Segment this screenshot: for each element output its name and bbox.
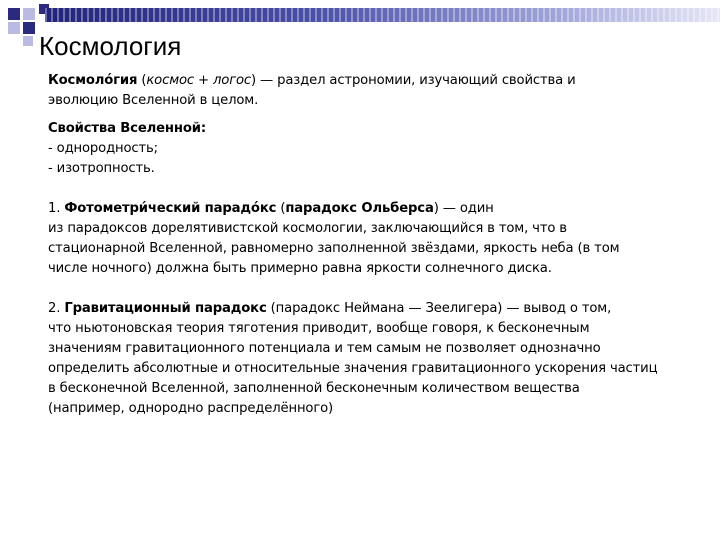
decor-square: [23, 22, 35, 34]
paradox2-line: (например, однородно распределённого): [48, 401, 334, 416]
decor-square: [23, 8, 35, 20]
paradox2-line: определить абсолютные и относительные значения гравитационного ускорения частиц: [48, 361, 658, 376]
properties-item: - однородность;: [48, 141, 158, 156]
paradox2-number: 2.: [48, 301, 65, 316]
paradox2-name: Гравитационный парадокс: [64, 301, 267, 316]
intro-text: — раздел астрономии, изучающий свойства и: [256, 73, 576, 88]
paradox1-line: из парадоксов дорелятивистской космологии, заключающийся в том, что в: [48, 221, 567, 236]
paradox1-text: ) — один: [433, 201, 494, 216]
paradox2-line: что ньютоновская теория тяготения приводит, вообще говоря, к бесконечным: [48, 321, 590, 336]
intro-term: Космоло́гия: [48, 73, 138, 88]
decor-square: [8, 8, 20, 20]
paradox1-alt-name: парадокс Ольберса: [285, 201, 434, 216]
decor-square: [8, 22, 20, 34]
intro-etymology: космос + логос: [146, 73, 251, 88]
intro-text-2: эволюцию Вселенной в целом.: [48, 93, 259, 108]
paradox1-number: 1.: [48, 201, 65, 216]
paradox2-line: в бесконечной Вселенной, заполненной бесконечным количеством вещества: [48, 381, 580, 396]
paradox1-paragraph: [48, 199, 708, 219]
intro-paragraph: [48, 71, 708, 111]
paradox2-line: значениям гравитационного потенциала и тем самым не позволяет однозначно: [48, 341, 601, 356]
properties-heading-text: Свойства Вселенной:: [48, 121, 206, 136]
intro-paren: (: [137, 73, 147, 88]
intro-paren: ): [251, 73, 256, 88]
paradox1-line: числе ночного) должна быть примерно равна яркости солнечного диска.: [48, 261, 552, 276]
paradox1-paren: (: [276, 201, 286, 216]
header-gradient-bar: [45, 8, 720, 22]
paradox2-text: (парадокс Неймана — Зеелигера) — вывод о том,: [266, 301, 612, 316]
decor-square: [23, 36, 33, 46]
properties-heading: [48, 119, 708, 139]
paradox2-paragraph: [48, 299, 708, 319]
slide-title: Космология: [39, 31, 182, 61]
paradox1-line: стационарной Вселенной, равномерно заполненной звёздами, яркость неба (в том: [48, 241, 620, 256]
slide-body: [48, 71, 708, 419]
paradox1-name: Фотометри́ческий парадо́кс: [64, 201, 277, 216]
properties-item: - изотропность.: [48, 161, 155, 176]
